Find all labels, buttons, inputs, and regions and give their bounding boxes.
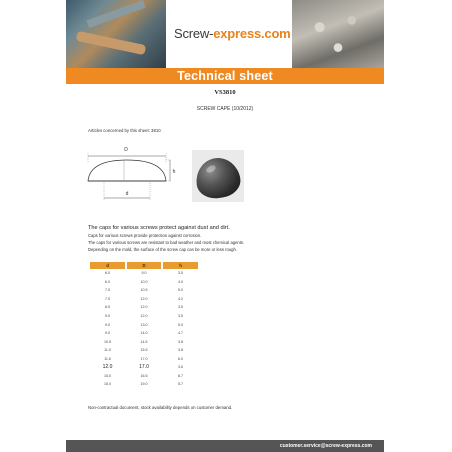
brand-name-part1: Screw- bbox=[174, 26, 214, 41]
label-h: h bbox=[172, 169, 176, 175]
disclaimer-note: Non-contractual document, stock availability depends on customer demand. bbox=[88, 405, 233, 410]
table-row: 7.0 12.0 4.2 bbox=[90, 295, 198, 304]
tools-photo bbox=[66, 0, 166, 68]
technical-sheet-page bbox=[66, 0, 384, 452]
table-row: 11.0 15.5 3.8 bbox=[90, 346, 198, 355]
page-title: Technical sheet bbox=[177, 69, 273, 83]
header-banner bbox=[66, 0, 384, 68]
description-line: Caps for various screws provide protection against corrosion. bbox=[88, 233, 202, 238]
description-line: Depending on the mold, the surface of the screw cap can be more or less rough. bbox=[88, 247, 237, 252]
cap-photo bbox=[192, 150, 244, 202]
table-row: 9.0 12.0 3.5 bbox=[90, 312, 198, 321]
customer-service-email[interactable]: customer.service@screw-express.com bbox=[279, 442, 372, 449]
table-row: 15.0 19.0 5.7 bbox=[90, 380, 198, 389]
description-line: The caps for various screws are resistant to bad weather and most chemical agents. bbox=[88, 240, 245, 245]
dimensions-table bbox=[90, 262, 198, 389]
cap-dome-outline bbox=[88, 160, 166, 181]
table-row: 6.0 10.0 4.0 bbox=[90, 278, 198, 287]
column-header-D: D bbox=[126, 262, 162, 269]
table-row: 9.0 13.0 5.0 bbox=[90, 320, 198, 329]
product-reference: VS3810 bbox=[214, 89, 236, 96]
title-bar bbox=[66, 68, 384, 84]
product-subtitle: SCREW CAPE (10/2012) bbox=[196, 106, 254, 112]
brand-name-part2: express.com bbox=[213, 26, 291, 41]
table-row: 10.5 14.5 3.8 bbox=[90, 337, 198, 346]
brand-area bbox=[166, 0, 292, 68]
column-header-d: d bbox=[90, 262, 126, 269]
screws-photo bbox=[292, 0, 384, 68]
table-row: 11.6 17.0 6.0 bbox=[90, 354, 198, 363]
table-header-row bbox=[90, 262, 198, 269]
cap-dimension-diagram bbox=[86, 140, 176, 210]
label-D: D bbox=[124, 147, 128, 153]
table-row: 12.0 17.0 3.6 bbox=[90, 363, 198, 372]
table-row: 8.5 12.0 3.5 bbox=[90, 303, 198, 312]
table-row: 9.0 14.0 4.7 bbox=[90, 329, 198, 338]
column-header-h: h bbox=[162, 262, 198, 269]
brand-logo bbox=[174, 26, 291, 41]
articles-concerned: Articles concerned by this sheet: 3810 bbox=[88, 128, 161, 133]
table-row: 6.0 9.0 3.5 bbox=[90, 269, 198, 278]
table-row: 15.0 16.5 6.7 bbox=[90, 372, 198, 381]
footer-bar bbox=[66, 440, 384, 452]
table-row: 7.0 10.5 5.0 bbox=[90, 286, 198, 295]
label-d: d bbox=[125, 191, 129, 197]
description-heading: The caps for various screws protect against dust and dirt. bbox=[88, 225, 230, 231]
